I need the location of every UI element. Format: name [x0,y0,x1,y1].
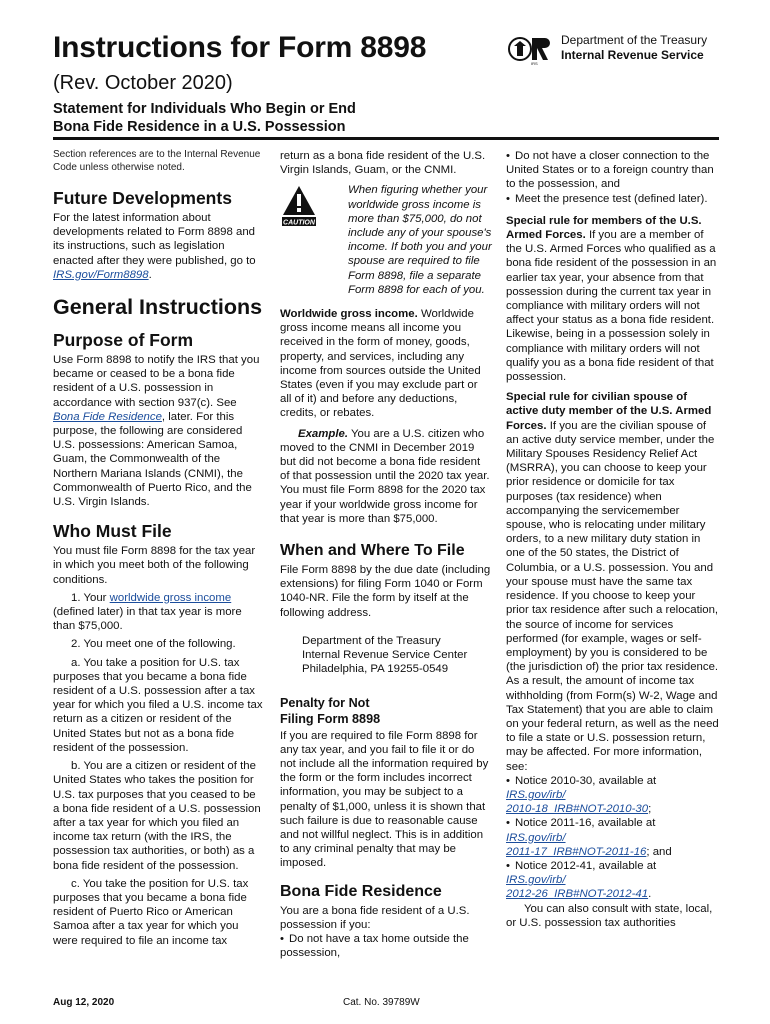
penalty-heading: Penalty for Not Filing Form 8898 [280,695,381,726]
worldwide-gross-income-link[interactable]: worldwide gross income [109,591,232,604]
caution-text: When figuring whether your worldwide gross income is more than $75,000, do not include any of your spouse's income. If both you and your spouse are required to file Form 8898, file a separate Form 8898 for each of you. [348,184,492,296]
notice-2010-30-link[interactable]: IRS.gov/irb/ 2010-18_IRB#NOT-2010-30 [506,788,649,816]
bullet-presence-test: • Meet the presence test (defined later). [506,192,719,206]
general-instructions-heading: General Instructions [53,295,263,320]
footer-date: Aug 12, 2020 [53,997,115,1008]
caution-box [280,183,492,297]
svg-text:CAUTION: CAUTION [283,219,315,227]
section-references-note: Section references are to the Internal Revenue Code unless otherwise noted. [53,149,261,173]
consult-text: You can also consult with state, local, or U.S. possession tax authorities [506,902,713,929]
notice-2010-30: • Notice 2010-30, available at IRS.gov/irb/ 2010-18_IRB#NOT-2010-30; [506,774,719,817]
bona-fide-bullet-1: • Do not have a tax home outside the possession, [280,932,492,960]
notice-2012-41-link[interactable]: IRS.gov/irb/ 2012-26_IRB#NOT-2012-41 [506,874,649,901]
bona-fide-residence-link[interactable]: Bona Fide Residence [53,410,162,423]
armed-forces-rule: Special rule for members of the U.S. Armed Forces. If you are a member of the U.S. Armed Forces who qualified as a bona fide resident of the possession in an earlier tax year, your absence from that possession during the current tax year in compliance with military orders will not affect your status as a bona fide resident. Likewise, being in a possession solely in compliance with military orders will not qualify you as a bona fide resident of that possession. [506,214,717,384]
purpose-text: Use Form 8898 to notify the IRS that you became or ceased to be a bona fide resident of a U.S. possession in accordance with section 937(c). See Bona Fide Residence, later. For this purpose, the following are considered U.S. possessions: American Samoa, Guam, the Commonwealth of the Northern Mariana Islands (CNMI), the Commonwealth of Puerto Rico, and the U.S. Virgin Islands. [53,354,260,509]
condition-2: 2. You meet one of the following. [71,638,236,651]
future-developments-text: For the latest information about developments related to Form 8898 and its instructions, such as legislation enacted after they were published, go to IRS.gov/Form8898. [53,212,256,281]
notice-2012-41: • Notice 2012-41, available at IRS.gov/irb/ 2012-26_IRB#NOT-2012-41. [506,859,719,902]
document-title: Instructions for Form 8898 [53,31,427,64]
future-developments-heading: Future Developments [53,188,232,208]
header-rule [53,137,719,140]
bona-fide-residence-text: You are a bona fide resident of a U.S. possession if you: [280,904,470,931]
form8898-link[interactable]: IRS.gov/Form8898 [53,268,149,281]
caution-icon [282,185,316,227]
svg-text:IRS: IRS [531,61,538,66]
who-must-file-text: You must file Form 8898 for the tax year in which you meet both of the following conditions. [53,545,256,586]
irs-eagle-logo [508,32,554,66]
revision-date: (Rev. October 2020) [53,72,233,94]
condition-2b: b. You are a citizen or resident of the United States who takes the position for U.S. tax purposes that you ceased to be a bona fide resident of a U.S. possession after a tax year for which you filed an income tax return (with the IRS, the possession tax authorities, or both) as a bona fide resident of the possession. [53,760,261,872]
worldwide-gross-income-paragraph: Worldwide gross income. Worldwide gross income means all income you received in the form of money, goods, property, and services, including any income from sources outside the United States (even if you may exclude part or all of it) and before any deductions, credits, or rebates. [280,308,481,420]
notice-2011-16: • Notice 2011-16, available at IRS.gov/irb/ 2011-17_IRB#NOT-2011-16; and [506,816,719,859]
column-1 [53,149,265,948]
penalty-text: If you are required to file Form 8898 for any tax year, and you fail to file it or do not include all the information required by the form or the form includes incorrect information, you may be subject to a penalty of $1,000, unless it is shown that such failure is due to reasonable cause and not willful neglect. This is in addition to any criminal penalty that may be imposed. [280,729,489,870]
bona-fide-residence-heading: Bona Fide Residence [280,882,442,900]
purpose-heading: Purpose of Form [53,330,194,351]
column-3 [506,149,719,930]
condition-1: 1. Your worldwide gross income (defined later) in that tax year is more than $75,000. [53,591,242,633]
bullet-closer-connection: • Do not have a closer connection to the United States or to a foreign country than to the possession, and [506,149,719,192]
document-subtitle: Statement for Individuals Who Begin or End Bona Fide Residence in a U.S. Possession [53,101,356,135]
example-paragraph: Example. You are a U.S. citizen who moved to the CNMI in December 2019 but did not become a bona fide resident of that possession until the 2020 tax year. You must file Form 8898 for the 2020 tax year if your worldwide gross income for that year is more than $75,000. [280,427,490,525]
condition-2a: a. You take a position for U.S. tax purposes that you became a bona fide resident of a U.S. possession after a tax year for which you filed a U.S. income tax return as a citizen or resident of the United States but not as a bona fide resident of the possession. [53,656,263,754]
catalog-number: Cat. No. 39789W [343,997,420,1008]
civilian-spouse-rule: Special rule for civilian spouse of active duty member of the U.S. Armed Forces. If you are the civilian spouse of an active duty service member, under the Military Spouses Residency Relief Act (MSRRA), you can choose to keep your prior residence or domicile for tax purposes (tax residence) when accompanying the servicemember spouse, who is relocating under military orders, to a new military duty station in one of the 50 states, the District of Columbia, or a U.S. possession. You and your spouse must have the same tax residence. If you choose to keep your prior tax residence after such a relocation, the source of income for services performed (for example, wages or self-employment) by you is considered to be (the jurisdiction of) the prior tax residence. As a result, the amount of income tax withholding (from Form(s) W-2, Wage and Tax Statement) that you are able to claim on your federal return, as well as the need to file a state or U.S. possession return, may be affected. For more information, see: [506,391,719,773]
agency-name: Department of the Treasury Internal Revenue Service [561,33,708,62]
mailing-address: Department of the Treasury Internal Revenue Service Center Philadelphia, PA 19255-0549 [302,634,468,676]
column-2 [280,149,492,960]
continued-text: return as a bona fide resident of the U.S. Virgin Islands, Guam, or the CNMI. [280,150,486,177]
condition-2c: c. You take the position for U.S. tax purposes that you became a bona fide resident of Puerto Rico or American Samoa after a tax year for which you were required to file an income tax [53,877,249,947]
who-must-file-heading: Who Must File [53,521,172,542]
document-header [53,30,719,140]
notice-2011-16-link[interactable]: IRS.gov/irb/ 2011-17_IRB#NOT-2011-16 [506,831,647,858]
when-where-text: File Form 8898 by the due date (including extensions) for filing Form 1040 or Form 1040-NR. File the form by itself at the following address. [280,564,491,619]
when-where-heading: When and Where To File [280,542,465,560]
